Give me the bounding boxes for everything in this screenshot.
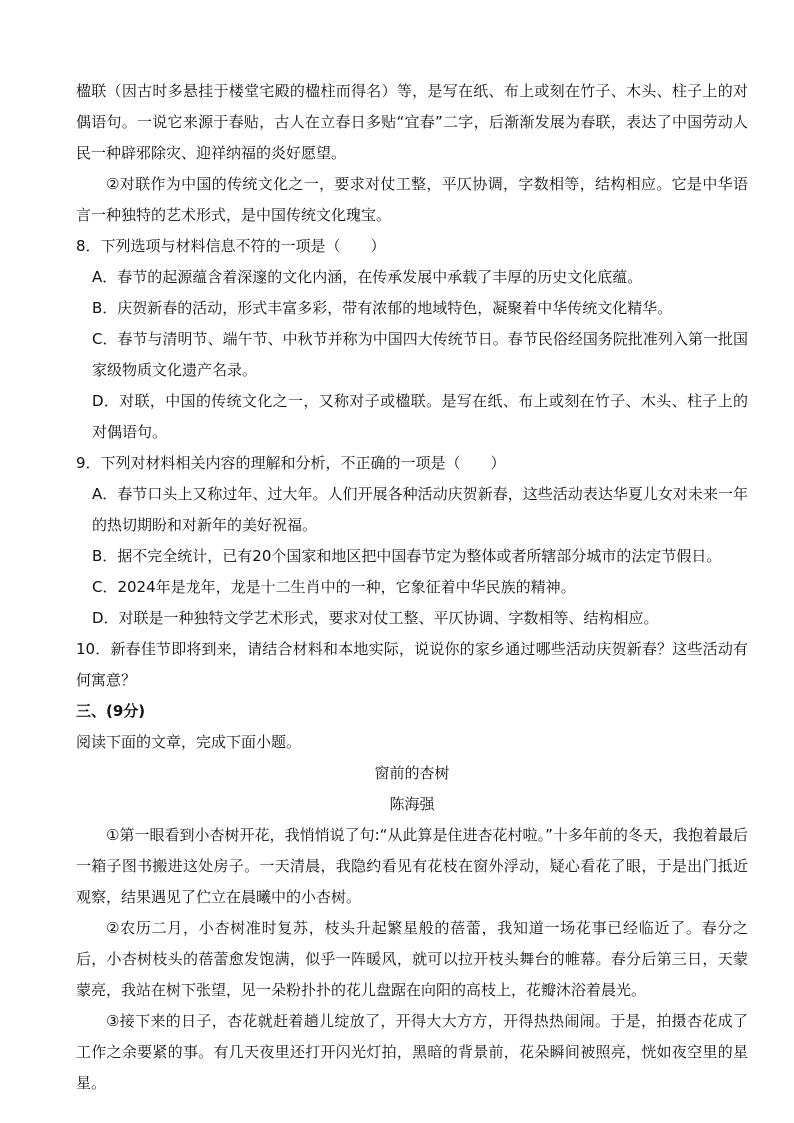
question-9-option-c: C．2024年是龙年，龙是十二生肖中的一种，它象征着中华民族的精神。 xyxy=(92,578,576,596)
question-10-stem: 10．新春佳节即将到来，请结合材料和本地实际，说说你的家乡通过哪些活动庆贺新春？这些活动有何寓意？ xyxy=(76,640,748,689)
article-paragraph-1: ①第一眼看到小杏树开花，我悄悄说了句:“从此算是住进杏花村啦。”十多年前的冬天，我抱着最后一箱子图书搬进这处房子。一天清晨，我隐约看见有花枝在窗外浮动，疑心看花了眼，于是出门抵近观察，结果遇见了伫立在晨曦中的小杏树。 xyxy=(76,826,748,906)
question-9-option-a: A．春节口头上又称过年、过大年。人们开展各种活动庆贺新春，这些活动表达华夏儿女对未来一年的热切期盼和对新年的美好祝福。 xyxy=(92,485,748,534)
question-8-option-d: D．对联，中国的传统文化之一，又称对子或楹联。是写在纸、布上或刻在竹子、木头、柱子上的对偶语句。 xyxy=(92,392,748,441)
question-9-stem: 9．下列对材料相关内容的理解和分析，不正确的一项是（ ） xyxy=(76,454,506,472)
article-paragraph-3: ③接下来的日子，杏花就赶着趟儿绽放了，开得大大方方，开得热热闹闹。于是，拍摄杏花成了工作之余要紧的事。有几天夜里还打开闪光灯拍，黑暗的背景前，花朵瞬间被照亮，恍如夜空里的星星。 xyxy=(76,1012,748,1092)
paragraph-2: ②对联作为中国的传统文化之一，要求对仗工整，平仄协调，字数相等，结构相应。它是中华语言一种独特的艺术形式，是中国传统文化瑰宝。 xyxy=(76,175,748,224)
document-page xyxy=(76,76,748,1099)
section-3-heading: 三、(9分) xyxy=(76,702,146,720)
question-8-stem: 8．下列选项与材料信息不符的一项是（ ） xyxy=(76,237,386,255)
article-paragraph-2: ②农历二月，小杏树准时复苏，枝头升起繁星般的蓓蕾，我知道一场花事已经临近了。春分之后，小杏树枝头的蓓蕾愈发饱满，似乎一阵暖风，就可以拉开枝头舞台的帷幕。春分后第三日，天蒙蒙亮，我站在树下张望，见一朵粉扑扑的花儿盘踞在向阳的高枝上，花瓣沐浴着晨光。 xyxy=(76,919,748,999)
question-8-option-c: C．春节与清明节、端午节、中秋节并称为中国四大传统节日。春节民俗经国务院批准列入第一批国家级物质文化遗产名录。 xyxy=(92,330,748,379)
question-8-option-a: A．春节的起源蕴含着深邃的文化内涵，在传承发展中承载了丰厚的历史文化底蕴。 xyxy=(92,268,643,286)
article-title: 窗前的杏树 xyxy=(374,764,450,782)
question-9-option-b: B．据不完全统计，已有20个国家和地区把中国春节定为整体或者所辖部分城市的法定节假日。 xyxy=(92,547,722,565)
section-3-instruction: 阅读下面的文章，完成下面小题。 xyxy=(76,733,302,751)
intro-paragraph: 楹联（因古时多悬挂于楼堂宅殿的楹柱而得名）等，是写在纸、布上或刻在竹子、木头、柱子上的对偶语句。一说它来源于春贴，古人在立春日多贴“宜春”二字，后渐渐发展为春联，表达了中国劳动人民一种辟邪除灾、迎祥纳福的炎好愿望。 xyxy=(76,82,748,162)
article-author: 陈海强 xyxy=(389,795,435,813)
question-8-option-b: B．庆贺新春的活动，形式丰富多彩，带有浓郁的地域特色，凝聚着中华传统文化精华。 xyxy=(92,299,673,317)
question-9-option-d: D．对联是一种独特文学艺术形式，要求对仗工整、平仄协调、字数相等、结构相应。 xyxy=(92,609,659,627)
